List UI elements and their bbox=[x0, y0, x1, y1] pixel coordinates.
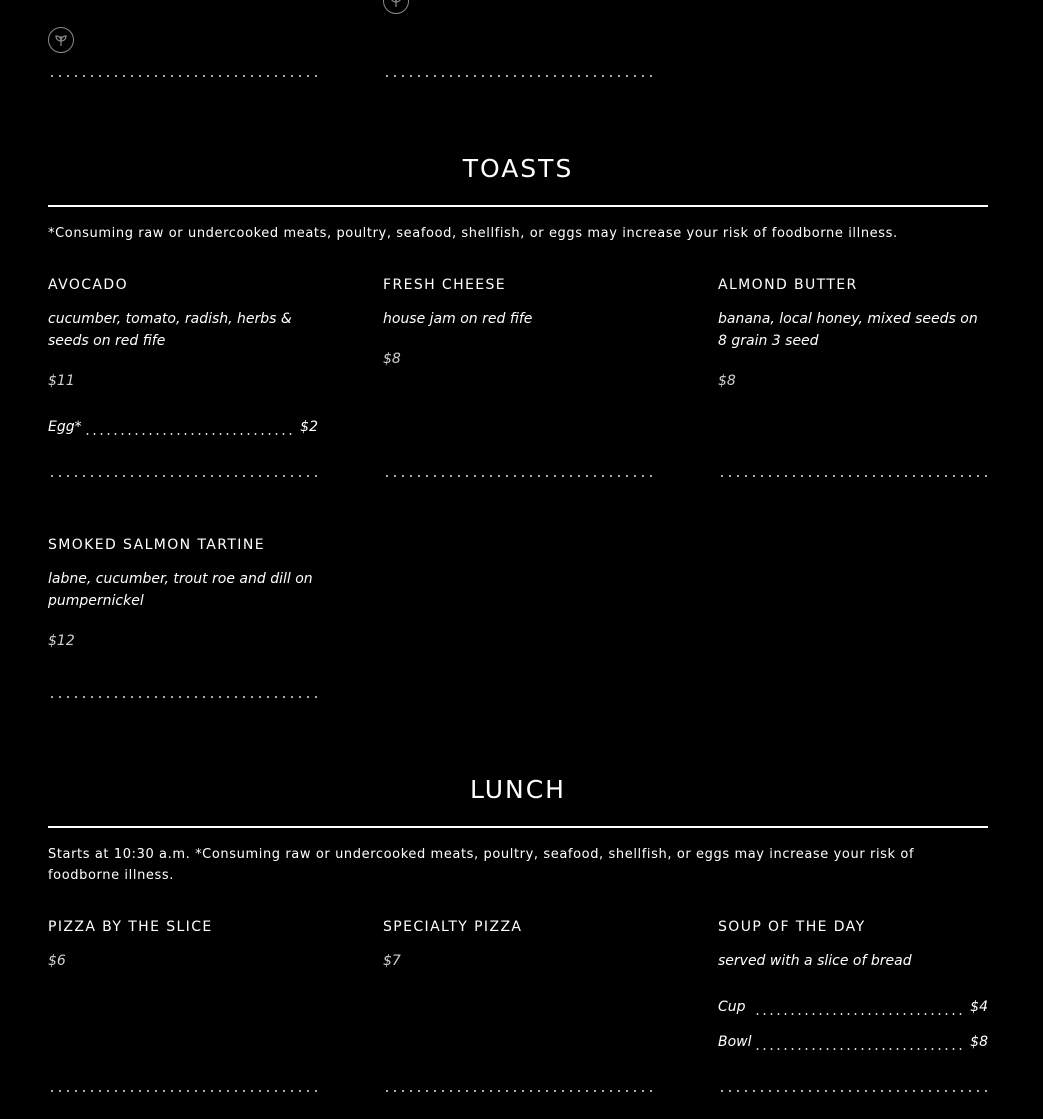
item-divider bbox=[48, 475, 318, 477]
addon-price: $2 bbox=[300, 419, 318, 435]
item-name: SOUP OF THE DAY bbox=[718, 919, 866, 935]
item-divider bbox=[48, 75, 318, 77]
section-rule bbox=[48, 205, 988, 207]
section-notice: Starts at 10:30 a.m. *Consuming raw or undercooked meats, poultry, seafood, shellfish, or eggs may increase your risk of foodborne illness. bbox=[48, 847, 915, 883]
item-name: SPECIALTY PIZZA bbox=[383, 919, 523, 935]
item-price: $8 bbox=[718, 373, 736, 389]
option-price: $8 bbox=[970, 1034, 988, 1050]
item-divider bbox=[48, 696, 318, 698]
item-price: $11 bbox=[48, 373, 75, 389]
item-price: $6 bbox=[48, 953, 66, 969]
option-price: $4 bbox=[970, 999, 988, 1015]
section-rule bbox=[48, 826, 988, 828]
section-notice: *Consuming raw or undercooked meats, poultry, seafood, shellfish, or eggs may increase your risk of foodborne illness. bbox=[48, 226, 898, 241]
item-description: cucumber, tomato, radish, herbs & seeds on red fife bbox=[48, 311, 292, 349]
item-divider bbox=[48, 1090, 318, 1092]
option-label: Bowl bbox=[718, 1034, 752, 1050]
option-leader-dots bbox=[754, 1013, 966, 1015]
item-name: PIZZA BY THE SLICE bbox=[48, 919, 213, 935]
section-title-toasts: TOASTS bbox=[462, 154, 574, 183]
item-price: $8 bbox=[383, 351, 401, 367]
option-leader-dots bbox=[754, 1048, 966, 1050]
item-option bbox=[718, 999, 988, 1019]
item-price: $7 bbox=[383, 953, 401, 969]
item-name: ALMOND BUTTER bbox=[718, 277, 858, 293]
vegetarian-leaf-icon bbox=[48, 27, 74, 53]
item-divider bbox=[383, 75, 653, 77]
item-description: banana, local honey, mixed seeds on 8 grain 3 seed bbox=[718, 311, 978, 349]
item-divider bbox=[718, 1090, 988, 1092]
item-name: AVOCADO bbox=[48, 277, 128, 293]
item-description: labne, cucumber, trout roe and dill on pumpernickel bbox=[48, 571, 313, 609]
item-description: house jam on red fife bbox=[383, 311, 533, 327]
vegetarian-leaf-icon bbox=[383, 0, 409, 14]
item-divider bbox=[718, 475, 988, 477]
item-price: $12 bbox=[48, 633, 75, 649]
section-title-lunch: LUNCH bbox=[470, 775, 566, 804]
item-name: SMOKED SALMON TARTINE bbox=[48, 537, 265, 553]
item-option bbox=[718, 1034, 988, 1054]
option-label: Cup bbox=[718, 999, 746, 1015]
addon-leader-dots bbox=[84, 433, 296, 435]
item-divider bbox=[383, 1090, 653, 1092]
addon-label: Egg* bbox=[48, 419, 82, 435]
item-divider bbox=[383, 475, 653, 477]
item-description: served with a slice of bread bbox=[718, 953, 912, 969]
item-name: FRESH CHEESE bbox=[383, 277, 507, 293]
item-addon bbox=[48, 419, 318, 439]
